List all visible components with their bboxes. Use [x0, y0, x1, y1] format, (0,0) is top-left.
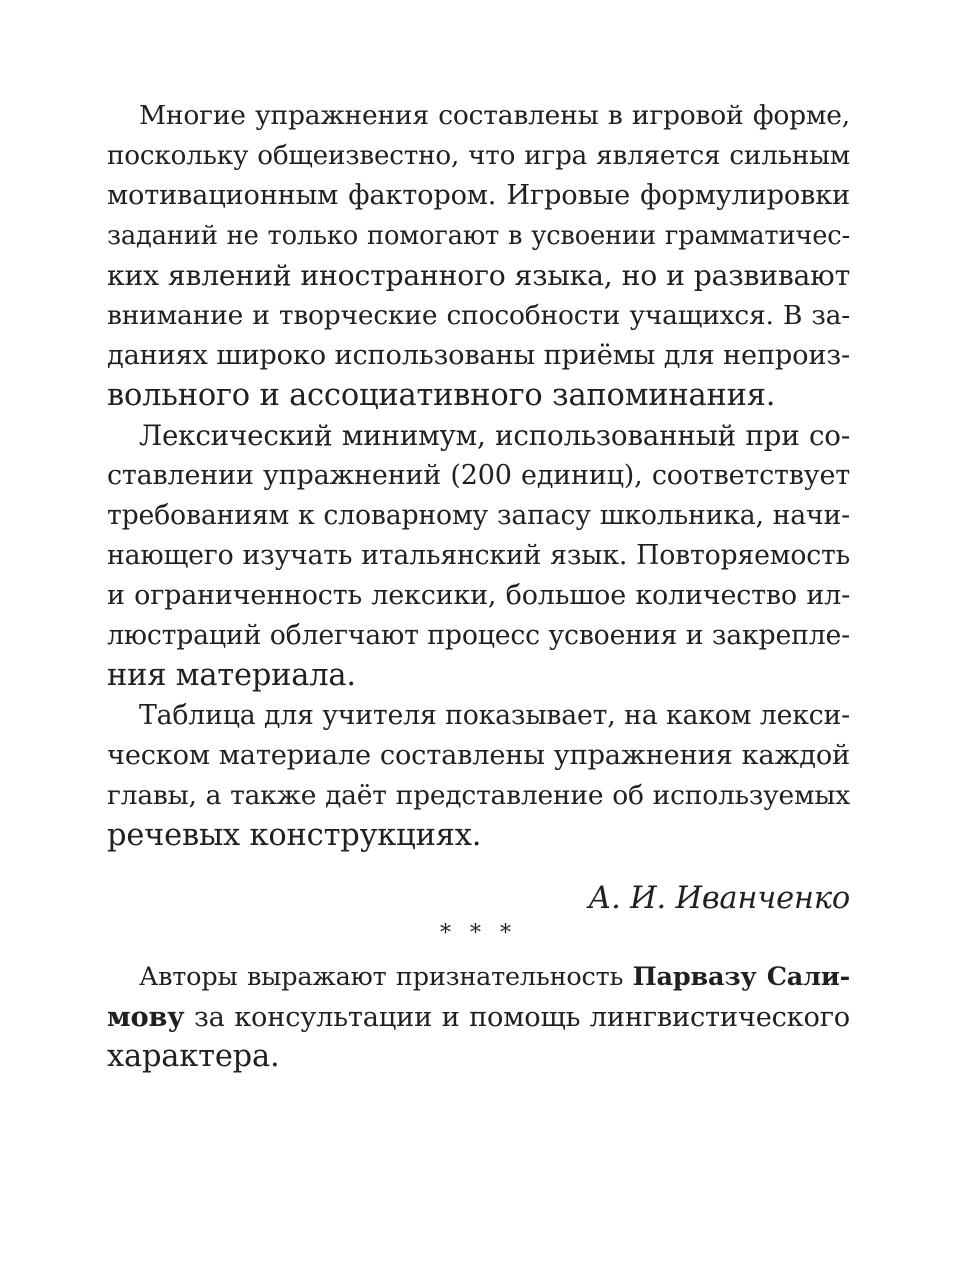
text-line: Многие упражнения составлены в игровой форме, [139, 100, 850, 131]
text-line: требованиям к словарному запасу школьника, начи- [107, 500, 850, 531]
ack-name-bold: Парвазу Сали- [632, 962, 851, 992]
text-line: внимание и творческие способности учащихся. В за- [107, 300, 850, 331]
text-line: ставлении упражнений (200 единиц), соответствует [107, 460, 850, 491]
text-line: речевых конструкциях. [107, 818, 482, 853]
ack-text: за консультации и помощь лингвистического [184, 1002, 850, 1033]
page-body [107, 96, 850, 1077]
paragraph-acknowledgement [107, 957, 850, 1077]
text-line: характера. [107, 1039, 280, 1074]
text-line: и ограниченность лексики, большое количество ил- [107, 580, 850, 611]
text-line: главы, а также даёт представление об используемых [107, 780, 850, 811]
text-line: поскольку общеизвестно, что игра является сильным [107, 141, 850, 171]
ack-name-bold: мову [107, 1001, 185, 1033]
text-line: нающего изучать итальянский язык. Повторяемость [107, 540, 850, 571]
text-line: ческом материале составлены упражнения каждой [107, 740, 850, 771]
text-line: вольного и ассоциативного запоминания. [107, 378, 776, 413]
paragraph-lexical-minimum [107, 416, 850, 696]
text-line: мотивационным фактором. Игровые формулировки [107, 180, 850, 211]
text-line: даниях широко использованы приёмы для непроиз- [107, 340, 850, 371]
paragraph-game-exercises [107, 96, 850, 416]
ack-text: Авторы выражают признательность [139, 962, 633, 992]
text-line: люстраций облегчают процесс усвоения и закрепле- [107, 620, 850, 651]
paragraph-teacher-table [107, 696, 850, 856]
text-line: ния материала. [107, 658, 356, 693]
section-separator: * * * [440, 921, 517, 946]
text-line: заданий не только помогают в усвоении грамматичес- [107, 221, 850, 251]
text-line [107, 957, 850, 997]
text-line: ких явлений иностранного языка, но и развивают [107, 259, 850, 292]
text-line: Лексический минимум, использованный при со- [139, 419, 850, 452]
author-signature: А. И. Иванченко [588, 881, 850, 916]
text-line: Таблица для учителя показывает, на каком лекси- [139, 700, 850, 731]
text-line [107, 997, 850, 1037]
